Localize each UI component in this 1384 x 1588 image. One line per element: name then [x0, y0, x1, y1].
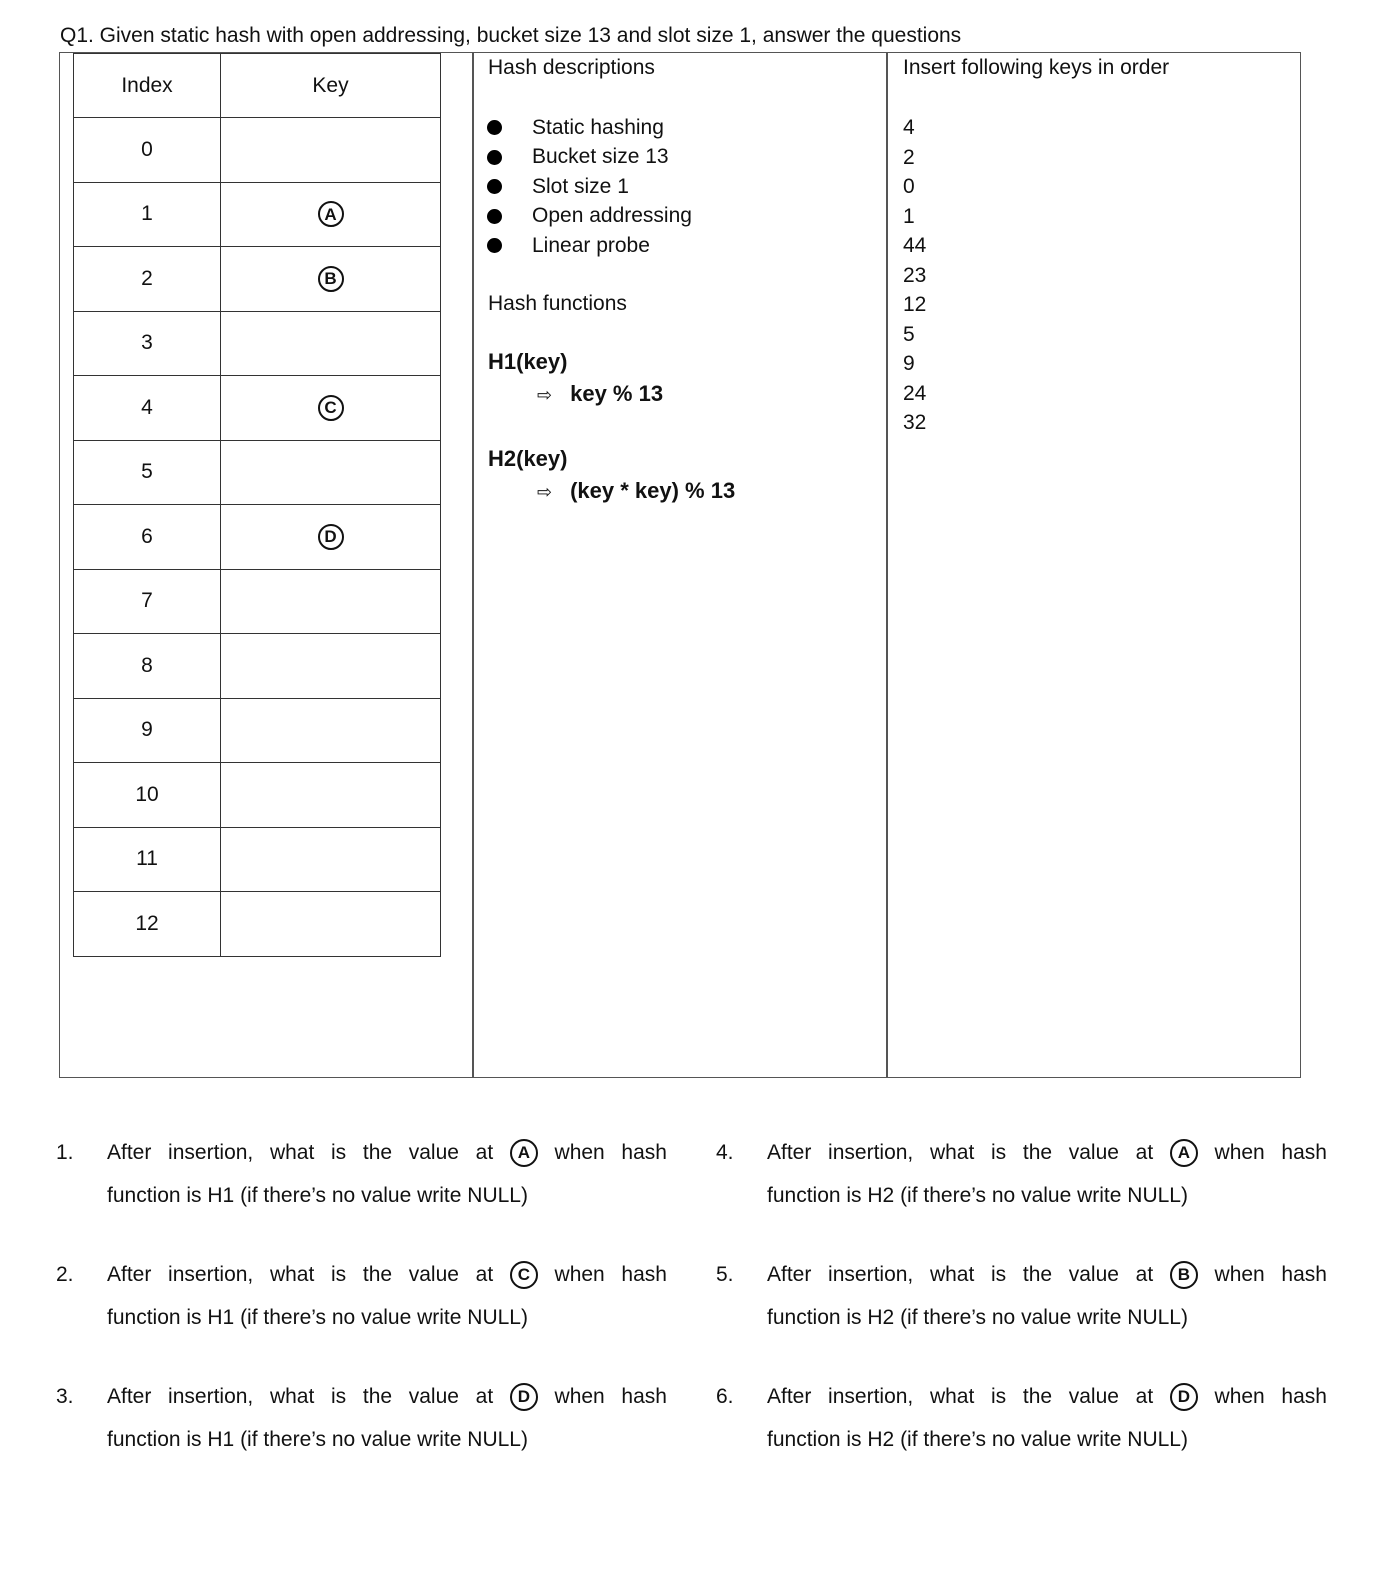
- question-word: what: [269, 1263, 315, 1286]
- insert-key: 2: [903, 145, 915, 169]
- question-word: at: [475, 1263, 494, 1286]
- key-cell: [221, 763, 441, 828]
- question-word: hash: [621, 1141, 667, 1164]
- question-word: hash: [1281, 1263, 1327, 1286]
- question-item: [56, 1131, 667, 1217]
- question-word: is: [991, 1385, 1007, 1408]
- question-word: hash: [1281, 1141, 1327, 1164]
- insert-key: 0: [903, 175, 915, 198]
- h2-name: H2(key): [488, 446, 568, 471]
- question-word: value: [408, 1141, 459, 1164]
- index-cell: 12: [74, 892, 221, 957]
- index-cell: 3: [74, 311, 221, 376]
- table-row: [74, 247, 441, 312]
- index-cell: 8: [74, 634, 221, 699]
- hash-description-list: [487, 113, 692, 261]
- question-line: function is H2 (if there’s no value write NULL): [767, 1428, 1188, 1451]
- question-item: [716, 1253, 1327, 1339]
- question-word: hash: [1281, 1385, 1327, 1408]
- index-cell: 6: [74, 505, 221, 570]
- hash-descriptions-header: Hash descriptions: [488, 56, 655, 79]
- hash-table: [73, 53, 441, 957]
- question-word: at: [1135, 1385, 1154, 1408]
- question-word: hash: [621, 1263, 667, 1286]
- circled-letter: A: [1170, 1139, 1198, 1167]
- question-line: function is H1 (if there’s no value write NULL): [107, 1184, 528, 1207]
- question-word: is: [991, 1141, 1007, 1164]
- list-item: Bucket size 13: [487, 143, 692, 173]
- question-word: when: [554, 1385, 605, 1408]
- question-word: what: [929, 1263, 975, 1286]
- insert-key: 32: [903, 411, 927, 434]
- question-number: 3.: [56, 1385, 74, 1408]
- circled-letter: D: [318, 524, 344, 550]
- question-word: insertion,: [168, 1263, 254, 1286]
- table-row: [74, 827, 441, 892]
- list-item: Open addressing: [487, 202, 692, 232]
- question-word: value: [1068, 1263, 1119, 1286]
- question-word: is: [991, 1263, 1007, 1286]
- key-cell: [221, 827, 441, 892]
- h2-expression: ⇨ (key * key) % 13: [537, 478, 736, 503]
- question-word: at: [475, 1141, 494, 1164]
- question-word: when: [1214, 1141, 1265, 1164]
- list-item: Slot size 1: [487, 172, 692, 202]
- question-line: [767, 1375, 1327, 1418]
- table-row: [74, 118, 441, 183]
- question-number: 4.: [716, 1141, 734, 1164]
- table-row: [74, 892, 441, 957]
- table-row: [74, 182, 441, 247]
- question-word: insertion,: [828, 1141, 914, 1164]
- index-cell: 7: [74, 569, 221, 634]
- question-word: the: [362, 1263, 393, 1286]
- column-divider: [472, 52, 474, 1078]
- insert-key: 44: [903, 234, 927, 257]
- insert-keys-header: Insert following keys in order: [903, 56, 1170, 79]
- index-cell: 10: [74, 763, 221, 828]
- question-word: when: [554, 1263, 605, 1286]
- index-cell: 4: [74, 376, 221, 441]
- question-number: 6.: [716, 1385, 734, 1408]
- question-word: After: [767, 1141, 812, 1164]
- circled-letter: B: [1170, 1261, 1198, 1289]
- key-cell: [221, 569, 441, 634]
- key-cell: [221, 182, 441, 247]
- question-item: [56, 1375, 667, 1461]
- key-cell: [221, 311, 441, 376]
- question-word: insertion,: [168, 1385, 254, 1408]
- question-word: value: [408, 1385, 459, 1408]
- question-word: at: [1135, 1141, 1154, 1164]
- key-cell: [221, 247, 441, 312]
- index-cell: 11: [74, 827, 221, 892]
- insert-key: 4: [903, 116, 915, 139]
- table-row: [74, 505, 441, 570]
- insert-key: 1: [903, 204, 915, 228]
- bullet-icon: [487, 150, 502, 165]
- arrow-right-icon: ⇨: [537, 482, 553, 502]
- insert-key: 24: [903, 381, 927, 405]
- question-number: 1.: [56, 1141, 74, 1164]
- hash-functions-header: Hash functions: [488, 292, 627, 315]
- key-header: Key: [221, 54, 441, 118]
- circled-letter: D: [510, 1383, 538, 1411]
- index-header: Index: [74, 54, 221, 118]
- question-word: is: [331, 1385, 347, 1408]
- key-cell: [221, 376, 441, 441]
- circled-letter: A: [510, 1139, 538, 1167]
- question-line: function is H2 (if there’s no value write NULL): [767, 1184, 1188, 1207]
- index-cell: 1: [74, 182, 221, 247]
- question-word: at: [1135, 1263, 1154, 1286]
- bullet-icon: [487, 179, 502, 194]
- question-word: what: [269, 1385, 315, 1408]
- bullet-icon: [487, 209, 502, 224]
- h1-expression: ⇨ key % 13: [537, 381, 664, 406]
- circled-letter: C: [318, 395, 344, 421]
- question-word: when: [1214, 1263, 1265, 1286]
- question-word: value: [1068, 1141, 1119, 1164]
- question-word: hash: [621, 1385, 667, 1408]
- question-word: After: [767, 1385, 812, 1408]
- insert-keys-list: [903, 113, 926, 438]
- question-word: After: [107, 1263, 152, 1286]
- question-word: the: [1022, 1385, 1053, 1408]
- question-item: [716, 1131, 1327, 1217]
- table-row: [74, 376, 441, 441]
- question-word: the: [362, 1141, 393, 1164]
- question-word: insertion,: [828, 1263, 914, 1286]
- bullet-icon: [487, 120, 502, 135]
- table-row: [74, 569, 441, 634]
- question-word: insertion,: [828, 1385, 914, 1408]
- question-line: function is H1 (if there’s no value write NULL): [107, 1428, 528, 1451]
- question-word: the: [1022, 1141, 1053, 1164]
- question-title: Q1. Given static hash with open addressing, bucket size 13 and slot size 1, answer the questions: [60, 24, 962, 47]
- question-word: what: [929, 1385, 975, 1408]
- question-word: what: [929, 1141, 975, 1164]
- question-word: the: [362, 1385, 393, 1408]
- list-item: Static hashing: [487, 113, 692, 143]
- index-cell: 0: [74, 118, 221, 183]
- question-line: function is H1 (if there’s no value write NULL): [107, 1306, 528, 1329]
- question-word: is: [331, 1263, 347, 1286]
- question-word: value: [1068, 1385, 1119, 1408]
- index-cell: 2: [74, 247, 221, 312]
- question-word: when: [1214, 1385, 1265, 1408]
- question-word: the: [1022, 1263, 1053, 1286]
- insert-key: 9: [903, 352, 915, 375]
- question-word: After: [107, 1141, 152, 1164]
- question-line: [767, 1131, 1327, 1174]
- h1-name: H1(key): [488, 349, 568, 374]
- question-word: is: [331, 1141, 347, 1164]
- key-cell: [221, 634, 441, 699]
- question-word: value: [408, 1263, 459, 1286]
- question-word: After: [767, 1263, 812, 1286]
- question-number: 2.: [56, 1263, 74, 1286]
- question-line: function is H2 (if there’s no value write NULL): [767, 1306, 1188, 1329]
- question-word: After: [107, 1385, 152, 1408]
- question-line: [767, 1253, 1327, 1296]
- index-cell: 9: [74, 698, 221, 763]
- question-item: [716, 1375, 1327, 1461]
- question-word: at: [475, 1385, 494, 1408]
- question-word: insertion,: [168, 1141, 254, 1164]
- circled-letter: A: [318, 201, 344, 227]
- table-row: [74, 634, 441, 699]
- question-word: when: [554, 1141, 605, 1164]
- circled-letter: B: [318, 266, 344, 292]
- key-cell: [221, 505, 441, 570]
- question-word: what: [269, 1141, 315, 1164]
- key-cell: [221, 698, 441, 763]
- column-divider: [886, 52, 888, 1078]
- circled-letter: D: [1170, 1383, 1198, 1411]
- table-row: [74, 698, 441, 763]
- question-number: 5.: [716, 1263, 734, 1286]
- insert-key: 5: [903, 322, 915, 346]
- bullet-icon: [487, 238, 502, 253]
- table-row: [74, 440, 441, 505]
- question-line: [107, 1253, 667, 1296]
- insert-key: 12: [903, 293, 927, 316]
- insert-key: 23: [903, 263, 927, 287]
- circled-letter: C: [510, 1261, 538, 1289]
- list-item: Linear probe: [487, 231, 692, 261]
- question-item: [56, 1253, 667, 1339]
- question-line: [107, 1131, 667, 1174]
- key-cell: [221, 892, 441, 957]
- key-cell: [221, 440, 441, 505]
- key-cell: [221, 118, 441, 183]
- question-line: [107, 1375, 667, 1418]
- arrow-right-icon: ⇨: [537, 385, 553, 405]
- table-row: [74, 311, 441, 376]
- table-row: [74, 763, 441, 828]
- index-cell: 5: [74, 440, 221, 505]
